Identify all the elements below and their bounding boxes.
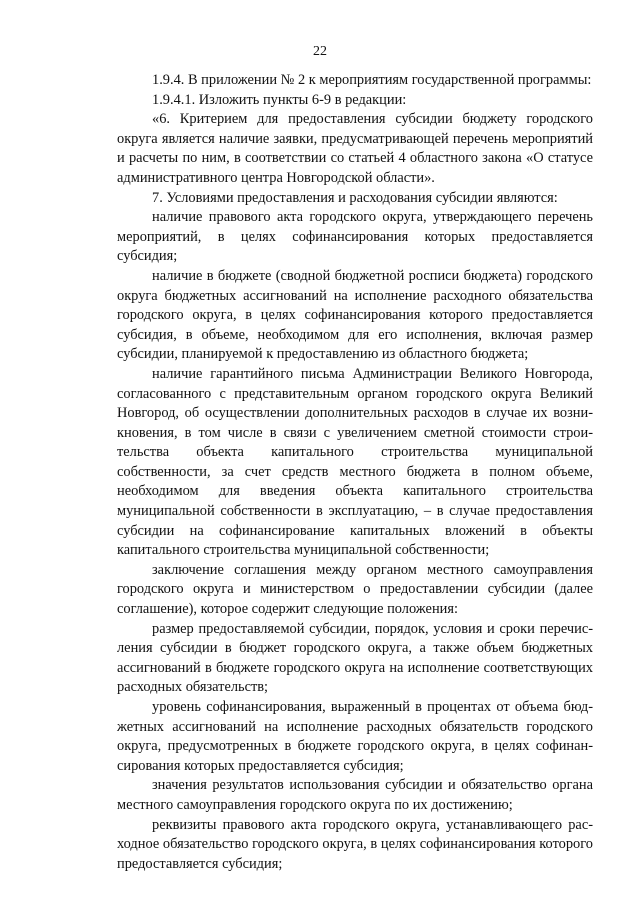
paragraph-1-9-4: 1.9.4. В приложении № 2 к мероприятиям государственной программы: — [152, 72, 592, 88]
page-number: 22 — [313, 44, 327, 59]
paragraph-legal-act-details: реквизиты правового акта городского округа, устанавливающего расходное обязательство городского округа, в целях софинансирования которого предоставляется субсидия; — [117, 816, 593, 872]
paragraph-subsidy-amount: размер предоставляемой субсидии, порядок, условия и сроки перечисления субсидии в бюджет городского округа, а также объем бюджетных ассигнований в бюджете городского округа на исполнение соответствующих расходных обязательств; — [117, 620, 593, 696]
paragraph-budget-allocations: наличие в бюджете (сводной бюджетной росписи бюджета) городского округа бюджетных ассигнований на исполнение расходного обязательства городского округа, в целях софинансирования которого предоставляется субсидия, в объеме, необходимом для его исполнения, включая размер субсидии, планируемой к предоставлению из областного бюджета; — [117, 267, 593, 363]
paragraph-cofinancing-level: уровень софинансирования, выраженный в процентах от объема бюджетных ассигнований на исполнение расходных обязательств городского округа, предусмотренных в бюджете городского округа, в целях софинансирования которых предоставляется субсидия; — [117, 699, 593, 774]
paragraph-conditions-7: 7. Условиями предоставления и расходования субсидии являются: — [152, 189, 558, 206]
paragraph-agreement: заключение соглашения между органом местного самоуправления городского округа и министерством о предоставлении субсидии (далее соглашение), которое содержит следующие положения: — [117, 561, 593, 618]
paragraph-1-9-4-1: 1.9.4.1. Изложить пункты 6-9 в редакции: — [152, 91, 407, 108]
paragraph-criterion-6: «6. Критерием для предоставления субсидии бюджету городского округа является наличие заявки, предусматривающей перечень мероприятий и расчеты по ним, в соответствии со статьей 4 областного закона «О статусе административного центра Новгородской области». — [117, 111, 593, 186]
paragraph-guarantee-letter: наличие гарантийного письма Администрации Великого Новгорода, согласованного с представительным органом городского округа Великий Новгород, об осуществлении дополнительных расходов в случае их возникновения, в том числе в связи с увеличением сметной стоимости строительства объекта капитального строительства муниципальной собственности, за счет средств местного бюджета в полном объеме, необходимом для введения объекта капитального строительства муниципальной собственности в эксплуатацию, – в случае предоставления субсидии на софинансирование капитальных вложений в объекты капитального строительства муниципальной собственности; — [117, 365, 593, 559]
paragraph-results-values: значения результатов использования субсидии и обязательство органа местного самоуправления городского округа по их достижению; — [117, 777, 593, 813]
document-body — [117, 71, 593, 874]
paragraph-legal-act: наличие правового акта городского округа, утверждающего перечень мероприятий, в целях софинансирования которых предоставляется субсидия; — [117, 209, 593, 265]
